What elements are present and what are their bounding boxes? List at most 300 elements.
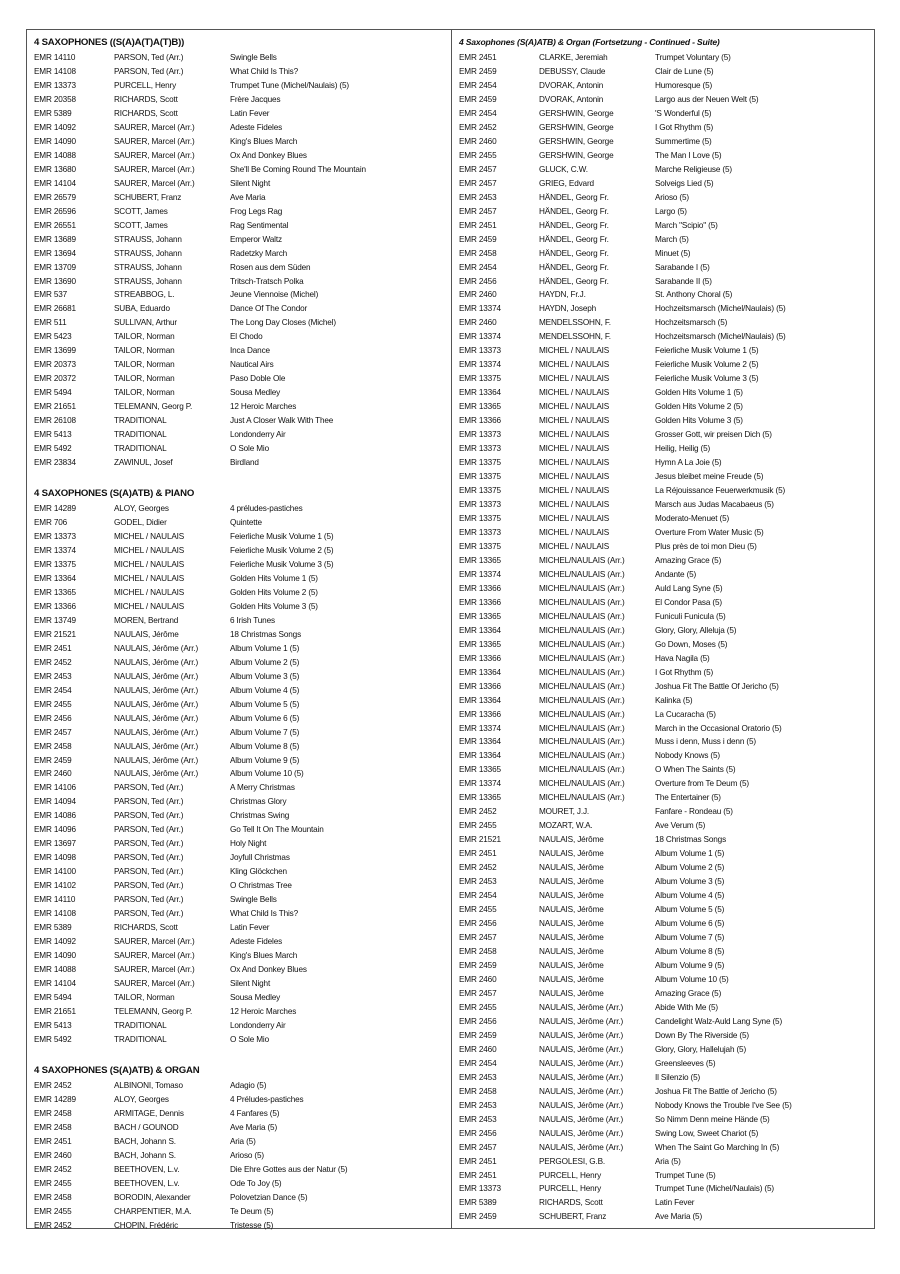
catalog-row: [459, 1182, 871, 1196]
composer-name: NAULAIS, Jérôme (Arr.): [539, 1086, 624, 1096]
work-title: Minuet (5): [655, 248, 691, 258]
catalog-row: [459, 1099, 871, 1113]
composer-name: MOREN, Bertrand: [114, 615, 179, 625]
work-title: Trumpet Tune (Michel/Naulais) (5): [655, 1184, 774, 1194]
catalog-row: [459, 358, 871, 372]
catalog-number: EMR 14289: [34, 504, 76, 514]
work-title: Emperor Waltz: [230, 234, 282, 244]
catalog-number: EMR 13749: [34, 615, 76, 625]
catalog-number: EMR 2453: [459, 1114, 497, 1124]
composer-name: NAULAIS, Jérôme: [539, 919, 604, 929]
work-title: 4 préludes-pastiches: [230, 504, 303, 514]
work-title: Album Volume 3 (5): [230, 671, 300, 681]
catalog-row: [34, 977, 444, 991]
catalog-number: EMR 13373: [459, 346, 501, 356]
right-column: [459, 34, 871, 1224]
work-title: Frog Legs Rag: [230, 206, 283, 216]
work-title: Greensleeves (5): [655, 1058, 716, 1068]
catalog-number: EMR 13375: [34, 559, 76, 569]
composer-name: TRADITIONAL: [114, 444, 167, 454]
catalog-number: EMR 2454: [459, 1058, 497, 1068]
catalog-row: [459, 484, 871, 498]
catalog-section: [34, 1062, 444, 1233]
composer-name: STRAUSS, Johann: [114, 262, 182, 272]
section-heading: 4 SAXOPHONES ((S(A)A(T)A(T)B)): [34, 37, 185, 48]
composer-name: DEBUSSY, Claude: [539, 66, 606, 76]
catalog-row: [34, 1205, 444, 1219]
work-title: Jesus bleibet meine Freude (5): [655, 472, 764, 482]
catalog-row: [459, 735, 871, 749]
composer-name: BACH, Johann S.: [114, 1150, 176, 1160]
composer-name: NAULAIS, Jérôme: [539, 905, 604, 915]
work-title: Album Volume 10 (5): [230, 769, 304, 779]
work-title: Silent Night: [230, 178, 271, 188]
composer-name: NAULAIS, Jérôme: [539, 849, 604, 859]
work-title: Album Volume 7 (5): [655, 933, 725, 943]
composer-name: NAULAIS, Jérôme (Arr.): [539, 1114, 624, 1124]
composer-name: HÄNDEL, Georg Fr.: [539, 206, 609, 216]
composer-name: MICHEL / NAULAIS: [539, 458, 610, 468]
work-title: Largo (5): [655, 206, 687, 216]
catalog-number: EMR 2455: [459, 1002, 497, 1012]
catalog-row: [459, 722, 871, 736]
composer-name: SCHUBERT, Franz: [114, 192, 182, 202]
catalog-number: EMR 2460: [34, 1150, 72, 1160]
catalog-number: EMR 2454: [459, 262, 497, 272]
catalog-row: [34, 79, 444, 93]
composer-name: CHARPENTIER, M.A.: [114, 1206, 192, 1216]
catalog-row: [459, 107, 871, 121]
composer-name: MICHEL / NAULAIS: [539, 388, 610, 398]
catalog-number: EMR 2456: [459, 919, 497, 929]
catalog-row: [459, 847, 871, 861]
catalog-number: EMR 2458: [34, 1192, 72, 1202]
catalog-row: [34, 572, 444, 586]
work-title: Album Volume 1 (5): [655, 849, 725, 859]
work-title: Overture From Water Music (5): [655, 527, 764, 537]
composer-name: NAULAIS, Jérôme (Arr.): [114, 685, 199, 695]
composer-name: BACH, Johann S.: [114, 1136, 176, 1146]
composer-name: PURCELL, Henry: [539, 1170, 602, 1180]
catalog-number: EMR 13373: [34, 532, 76, 541]
composer-name: MICHEL / NAULAIS: [539, 486, 610, 496]
work-title: Nobody Knows the Trouble I've See (5): [655, 1100, 792, 1110]
composer-name: CLARKE, Jeremiah: [539, 53, 608, 62]
work-title: Christmas Glory: [230, 797, 287, 807]
work-title: Glory, Glory, Hallelujah (5): [655, 1044, 747, 1054]
catalog-number: EMR 13365: [459, 639, 501, 649]
catalog-number: EMR 5389: [34, 108, 72, 118]
catalog-row: [34, 754, 444, 768]
catalog-number: EMR 14110: [34, 53, 76, 62]
catalog-number: EMR 14088: [34, 965, 76, 975]
catalog-row: [459, 763, 871, 777]
catalog-section: [34, 34, 444, 470]
catalog-row: [34, 163, 444, 177]
composer-name: MICHEL/NAULAIS (Arr.): [539, 653, 625, 663]
catalog-number: EMR 14092: [34, 122, 76, 132]
catalog-number: EMR 13374: [459, 332, 501, 342]
composer-name: PARSON, Ted (Arr.): [114, 853, 184, 863]
work-title: Golden Hits Volume 2 (5): [655, 402, 743, 412]
catalog-row: [34, 1177, 444, 1191]
catalog-row: [459, 805, 871, 819]
catalog-number: EMR 14106: [34, 783, 76, 793]
work-title: Feierliche Musik Volume 1 (5): [230, 532, 334, 541]
catalog-row: [34, 698, 444, 712]
composer-name: NAULAIS, Jérôme: [114, 629, 179, 639]
catalog-number: EMR 14094: [34, 797, 76, 807]
catalog-number: EMR 2451: [459, 220, 497, 230]
catalog-row: [34, 1093, 444, 1107]
catalog-number: EMR 2453: [459, 1072, 497, 1082]
work-title: La Réjouissance Feuerwerkmusik (5): [655, 486, 786, 496]
catalog-row: [459, 903, 871, 917]
work-title: Tristesse (5): [230, 1220, 274, 1230]
catalog-row: [34, 963, 444, 977]
catalog-row: [34, 767, 444, 781]
catalog-row: [34, 1219, 444, 1233]
left-column: [34, 34, 444, 1233]
catalog-number: EMR 2460: [459, 290, 497, 300]
catalog-row: [459, 163, 871, 177]
catalog-number: EMR 5423: [34, 332, 72, 342]
work-title: Londonderry Air: [230, 430, 286, 440]
composer-name: NAULAIS, Jérôme (Arr.): [114, 643, 199, 653]
catalog-number: EMR 2451: [459, 1156, 497, 1166]
catalog-number: EMR 2454: [459, 108, 497, 118]
catalog-number: EMR 13366: [459, 416, 501, 426]
composer-name: MICHEL / NAULAIS: [114, 532, 185, 541]
composer-name: MICHEL/NAULAIS (Arr.): [539, 555, 625, 565]
catalog-row: [34, 1033, 444, 1047]
catalog-number: EMR 2454: [34, 685, 72, 695]
catalog-row: [459, 1113, 871, 1127]
catalog-number: EMR 2459: [459, 1212, 497, 1222]
catalog-row: [459, 694, 871, 708]
composer-name: SAURER, Marcel (Arr.): [114, 979, 195, 988]
work-title: Hymn A La Joie (5): [655, 458, 722, 468]
catalog-number: EMR 13365: [459, 793, 501, 803]
work-title: Ave Verum (5): [655, 821, 706, 831]
catalog-number: EMR 2455: [459, 821, 497, 831]
composer-name: SAURER, Marcel (Arr.): [114, 136, 195, 146]
catalog-number: EMR 13375: [459, 513, 501, 523]
work-title: Album Volume 8 (5): [230, 741, 300, 751]
section-heading: 4 SAXOPHONES (S(A)ATB) & PIANO: [34, 488, 195, 500]
catalog-number: EMR 13365: [459, 765, 501, 775]
work-title: Album Volume 2 (5): [655, 863, 725, 873]
composer-name: MICHEL / NAULAIS: [539, 472, 610, 482]
composer-name: MICHEL / NAULAIS: [539, 374, 610, 384]
catalog-number: EMR 2452: [34, 1164, 72, 1174]
composer-name: GODEL, Didier: [114, 518, 167, 528]
catalog-row: [34, 261, 444, 275]
catalog-row: [34, 516, 444, 530]
work-title: I Got Rhythm (5): [655, 667, 714, 677]
catalog-row: [459, 596, 871, 610]
work-title: Golden Hits Volume 1 (5): [655, 388, 743, 398]
work-title: Go Down, Moses (5): [655, 639, 728, 649]
composer-name: NAULAIS, Jérôme (Arr.): [114, 755, 199, 765]
work-title: 12 Heroic Marches: [230, 1006, 297, 1016]
composer-name: HÄNDEL, Georg Fr.: [539, 234, 609, 244]
composer-name: TAILOR, Norman: [114, 374, 175, 384]
composer-name: BEETHOVEN, L.v.: [114, 1178, 180, 1188]
work-title: Swing Low, Sweet Chariot (5): [655, 1128, 759, 1138]
composer-name: MICHEL/NAULAIS (Arr.): [539, 695, 625, 705]
catalog-number: EMR 2457: [459, 178, 497, 188]
composer-name: MICHEL/NAULAIS (Arr.): [539, 597, 625, 607]
catalog-row: [34, 428, 444, 442]
composer-name: MICHEL / NAULAIS: [114, 545, 185, 555]
catalog-number: EMR 23834: [34, 458, 76, 468]
composer-name: PARSON, Ted (Arr.): [114, 53, 184, 62]
catalog-row: [459, 1071, 871, 1085]
work-title: Golden Hits Volume 2 (5): [230, 587, 318, 597]
composer-name: NAULAIS, Jérôme (Arr.): [539, 1142, 624, 1152]
work-title: King's Blues March: [230, 951, 298, 961]
work-title: So Nimm Denn meine Hände (5): [655, 1114, 770, 1124]
work-title: Hochzeitsmarsch (Michel/Naulais) (5): [655, 304, 786, 314]
work-title: Muss i denn, Muss i denn (5): [655, 737, 756, 747]
catalog-row: [459, 386, 871, 400]
composer-name: TELEMANN, Georg P.: [114, 402, 193, 412]
composer-name: GERSHWIN, George: [539, 136, 614, 146]
composer-name: ALOY, Georges: [114, 1094, 169, 1104]
catalog-row: [34, 907, 444, 921]
composer-name: SAURER, Marcel (Arr.): [114, 122, 195, 132]
work-title: Quintette: [230, 518, 262, 528]
catalog-row: [34, 642, 444, 656]
composer-name: TAILOR, Norman: [114, 332, 175, 342]
composer-name: MICHEL / NAULAIS: [114, 587, 185, 597]
section-heading: 4 Saxophones (S(A)ATB) & Organ (Fortsetzung - Continued - Suite): [459, 37, 720, 47]
composer-name: MICHEL / NAULAIS: [539, 416, 610, 426]
work-title: Album Volume 3 (5): [655, 877, 725, 887]
catalog-number: EMR 13689: [34, 234, 76, 244]
composer-name: MICHEL/NAULAIS (Arr.): [539, 723, 625, 733]
work-title: King's Blues March: [230, 136, 298, 146]
catalog-number: EMR 13366: [459, 709, 501, 719]
composer-name: NAULAIS, Jérôme (Arr.): [539, 1072, 624, 1082]
catalog-row: [459, 470, 871, 484]
work-title: Plus près de toi mon Dieu (5): [655, 541, 757, 551]
work-title: Feierliche Musik Volume 2 (5): [230, 545, 334, 555]
catalog-number: EMR 2454: [459, 891, 497, 901]
composer-name: NAULAIS, Jérôme (Arr.): [539, 1128, 624, 1138]
catalog-number: EMR 2455: [459, 150, 497, 160]
catalog-row: [34, 191, 444, 205]
catalog-number: EMR 13374: [459, 569, 501, 579]
work-title: Marche Religieuse (5): [655, 164, 732, 174]
catalog-number: EMR 13366: [34, 601, 76, 611]
composer-name: MICHEL/NAULAIS (Arr.): [539, 569, 625, 579]
catalog-number: EMR 5413: [34, 430, 72, 440]
catalog-number: EMR 2456: [34, 713, 72, 723]
catalog-row: [34, 400, 444, 414]
catalog-number: EMR 14088: [34, 150, 76, 160]
catalog-number: EMR 2456: [459, 276, 497, 286]
catalog-row: [34, 316, 444, 330]
catalog-number: EMR 5492: [34, 444, 72, 454]
catalog-number: EMR 26596: [34, 206, 76, 216]
work-title: Album Volume 5 (5): [655, 905, 725, 915]
composer-name: DVORAK, Antonin: [539, 80, 604, 90]
catalog-row: [34, 302, 444, 316]
catalog-number: EMR 13373: [459, 430, 501, 440]
catalog-row: [34, 614, 444, 628]
work-title: Jeune Viennoise (Michel): [230, 290, 319, 300]
composer-name: SCHUBERT, Franz: [539, 1212, 607, 1222]
catalog-row: [459, 288, 871, 302]
catalog-section: [34, 485, 444, 1047]
composer-name: SCOTT, James: [114, 206, 168, 216]
catalog-number: EMR 14110: [34, 895, 76, 905]
catalog-number: EMR 2456: [459, 1128, 497, 1138]
composer-name: NAULAIS, Jérôme (Arr.): [539, 1044, 624, 1054]
composer-name: MICHEL/NAULAIS (Arr.): [539, 779, 625, 789]
catalog-row: [34, 358, 444, 372]
catalog-number: EMR 14092: [34, 937, 76, 947]
catalog-row: [459, 400, 871, 414]
work-title: Glory, Glory, Alleluja (5): [655, 625, 737, 635]
catalog-row: [34, 107, 444, 121]
catalog-number: EMR 5389: [459, 1198, 497, 1208]
work-title: Adagio (5): [230, 1080, 267, 1090]
work-title: Sousa Medley: [230, 992, 281, 1002]
catalog-number: EMR 2457: [459, 164, 497, 174]
catalog-number: EMR 537: [34, 290, 68, 300]
work-title: Go Tell It On The Mountain: [230, 825, 324, 835]
composer-name: PARSON, Ted (Arr.): [114, 797, 184, 807]
composer-name: MICHEL/NAULAIS (Arr.): [539, 639, 625, 649]
work-title: Album Volume 6 (5): [655, 919, 725, 929]
catalog-number: EMR 2451: [459, 53, 497, 62]
composer-name: HÄNDEL, Georg Fr.: [539, 248, 609, 258]
catalog-row: [34, 726, 444, 740]
composer-name: PARSON, Ted (Arr.): [114, 895, 184, 905]
composer-name: PERGOLESI, G.B.: [539, 1156, 606, 1166]
catalog-row: [459, 1085, 871, 1099]
catalog-row: [34, 544, 444, 558]
work-title: Largo aus der Neuen Welt (5): [655, 94, 759, 104]
composer-name: HÄNDEL, Georg Fr.: [539, 276, 609, 286]
composer-name: GERSHWIN, George: [539, 122, 614, 132]
work-title: 'S Wonderful (5): [655, 108, 712, 118]
catalog-row: [459, 247, 871, 261]
catalog-row: [459, 568, 871, 582]
composer-name: RICHARDS, Scott: [114, 923, 178, 933]
composer-name: MOURET, J.J.: [539, 807, 590, 817]
catalog-number: EMR 2452: [459, 122, 497, 132]
catalog-row: [459, 498, 871, 512]
catalog-number: EMR 14289: [34, 1094, 76, 1104]
composer-name: MICHEL/NAULAIS (Arr.): [539, 625, 625, 635]
work-title: March "Scipio" (5): [655, 220, 718, 230]
catalog-row: [34, 781, 444, 795]
composer-name: GRIEG, Edvard: [539, 178, 594, 188]
work-title: Radetzky March: [230, 248, 288, 258]
composer-name: STREABBOG, L.: [114, 290, 175, 300]
composer-name: NAULAIS, Jérôme: [539, 974, 604, 984]
work-title: Marsch aus Judas Macabaeus (5): [655, 500, 774, 509]
catalog-number: EMR 2452: [459, 863, 497, 873]
composer-name: GERSHWIN, George: [539, 150, 614, 160]
composer-name: TRADITIONAL: [114, 430, 167, 440]
work-title: Moderato-Menuet (5): [655, 513, 730, 523]
catalog-row: [34, 740, 444, 754]
catalog-row: [459, 526, 871, 540]
catalog-number: EMR 2460: [459, 1044, 497, 1054]
catalog-row: [34, 502, 444, 516]
work-title: The Long Day Closes (Michel): [230, 318, 336, 328]
work-title: When The Saint Go Marching In (5): [655, 1142, 780, 1152]
catalog-row: [459, 652, 871, 666]
catalog-row: [459, 931, 871, 945]
catalog-row: [459, 1015, 871, 1029]
work-title: La Cucaracha (5): [655, 709, 716, 719]
catalog-row: [459, 205, 871, 219]
work-title: Sarabande I (5): [655, 262, 710, 272]
catalog-number: EMR 5494: [34, 388, 72, 398]
composer-name: BORODIN, Alexander: [114, 1192, 191, 1202]
catalog-number: EMR 21521: [459, 835, 501, 845]
catalog-number: EMR 26579: [34, 192, 76, 202]
catalog-row: [459, 512, 871, 526]
catalog-row: [34, 1135, 444, 1149]
catalog-row: [459, 833, 871, 847]
catalog-number: EMR 13680: [34, 164, 76, 174]
work-title: Humoresque (5): [655, 80, 713, 90]
catalog-row: [459, 79, 871, 93]
composer-name: TAILOR, Norman: [114, 388, 175, 398]
work-title: Ave Maria (5): [655, 1212, 703, 1222]
catalog-row: [34, 712, 444, 726]
work-title: El Condor Pasa (5): [655, 597, 722, 607]
work-title: Trumpet Tune (Michel/Naulais) (5): [230, 80, 349, 90]
catalog-row: [34, 135, 444, 149]
composer-name: ALBINONI, Tomaso: [114, 1080, 183, 1090]
catalog-row: [459, 987, 871, 1001]
work-title: Trumpet Voluntary (5): [655, 53, 731, 62]
catalog-row: [34, 275, 444, 289]
catalog-number: EMR 14102: [34, 881, 76, 891]
composer-name: TAILOR, Norman: [114, 360, 175, 370]
catalog-row: [34, 288, 444, 302]
catalog-row: [459, 666, 871, 680]
work-title: Swingle Bells: [230, 895, 277, 905]
catalog-row: [459, 442, 871, 456]
work-title: Album Volume 2 (5): [230, 657, 300, 667]
catalog-row: [459, 638, 871, 652]
composer-name: TRADITIONAL: [114, 1020, 167, 1030]
work-title: Polovetzian Dance (5): [230, 1192, 308, 1202]
catalog-number: EMR 2459: [459, 960, 497, 970]
composer-name: MENDELSSOHN, F.: [539, 332, 611, 342]
composer-name: MICHEL / NAULAIS: [539, 527, 610, 537]
catalog-number: EMR 2459: [459, 1030, 497, 1040]
work-title: Feierliche Musik Volume 2 (5): [655, 360, 759, 370]
work-title: Abide With Me (5): [655, 1002, 718, 1012]
catalog-number: EMR 13366: [459, 653, 501, 663]
work-title: Nautical Airs: [230, 360, 274, 370]
catalog-number: EMR 13364: [459, 667, 501, 677]
work-title: I Got Rhythm (5): [655, 122, 714, 132]
catalog-row: [34, 530, 444, 544]
catalog-number: EMR 13374: [459, 723, 501, 733]
catalog-number: EMR 13373: [459, 444, 501, 454]
